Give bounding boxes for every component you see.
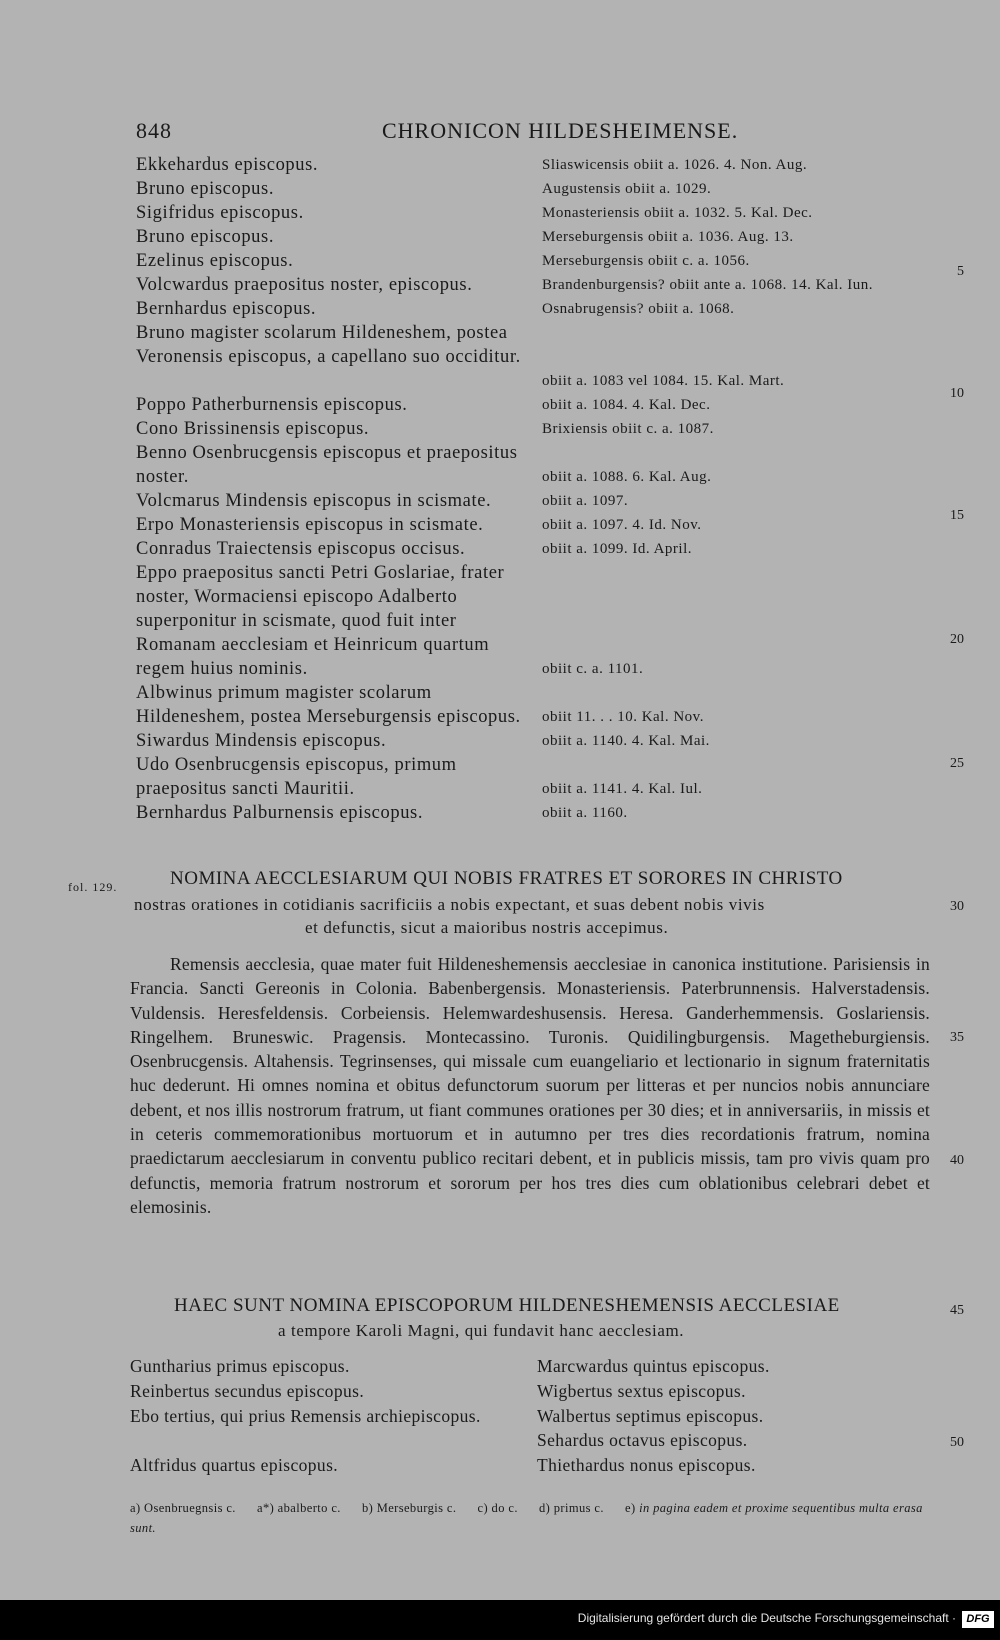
line-number: 25: [950, 756, 964, 771]
entry-note: Sliaswicensis obiit a. 1026. 4. Non. Aug.: [542, 157, 808, 173]
line-number: 50: [950, 1435, 964, 1450]
bishop-entry: Thiethardus nonus episcopus.: [537, 1455, 756, 1475]
section-subheading: a tempore Karoli Magni, qui fundavit hanc aecclesiam.: [278, 1321, 685, 1340]
section-heading: HAEC SUNT NOMINA EPISCOPORUM HILDENESHEMENSIS AECCLESIAE: [174, 1295, 840, 1316]
page-header: [136, 118, 996, 148]
entry-name: Bruno magister scolarum Hildeneshem, postea Veronensis episcopus, a capellano suo occiditur.: [136, 323, 521, 367]
entry-name: Erpo Monasteriensis episcopus in scismate.: [136, 515, 484, 535]
footnote: in pagina eadem et proxime sequentibus multa erasa sunt.: [130, 1501, 923, 1535]
entry-name: Sigifridus episcopus.: [136, 203, 304, 223]
entry-name: Udo Osenbrucgensis episcopus, primum praepositus sancti Mauritii.: [136, 755, 457, 799]
entry-note: obiit a. 1160.: [542, 805, 628, 821]
entry-name: Eppo praepositus sancti Petri Goslariae, frater noster, Wormaciensi episcopo Adalberto superponitur in scismate, quod fuit inter Romanam aecclesiam et Heinricum quartum regem huius nominis.: [136, 563, 505, 679]
bishop-entry: Wigbertus sextus episcopus.: [537, 1381, 746, 1401]
dfg-logo: DFG: [962, 1611, 994, 1628]
entry-name: Ezelinus episcopus.: [136, 251, 294, 271]
line-number: 20: [950, 632, 964, 647]
entry-note: obiit a. 1083 vel 1084. 15. Kal. Mart.: [542, 373, 785, 389]
entry-name: Bruno episcopus.: [136, 179, 275, 199]
churches-paragraph: [130, 952, 930, 1219]
entry-note: Merseburgensis obiit c. a. 1056.: [542, 253, 750, 269]
folio-margin-note: fol. 129.: [68, 880, 118, 894]
entry-name: Volcwardus praepositus noster, episcopus.: [136, 275, 473, 295]
line-number: 30: [950, 899, 964, 914]
entry-name: Bernhardus Palburnensis episcopus.: [136, 803, 424, 823]
section-subheading: et defunctis, sicut a maioribus nostris accepimus.: [305, 918, 669, 937]
entry-note: obiit a. 1099. Id. April.: [542, 541, 692, 557]
entry-name: Ekkehardus episcopus.: [136, 155, 319, 175]
footnotes: [130, 1498, 930, 1538]
entry-note: Osnabrugensis? obiit a. 1068.: [542, 301, 735, 317]
entry-name: Bernhardus episcopus.: [136, 299, 317, 319]
footnote: d) primus c.: [539, 1501, 604, 1515]
entry-name: Volcmarus Mindensis episcopus in scismate.: [136, 491, 492, 511]
entry-name: Siwardus Mindensis episcopus.: [136, 731, 387, 751]
bishop-entry: Sehardus octavus episcopus.: [537, 1430, 748, 1450]
entry-note: obiit a. 1140. 4. Kal. Mai.: [542, 733, 710, 749]
entry-note: Brixiensis obiit c. a. 1087.: [542, 421, 714, 437]
section-heading: NOMINA AECCLESIARUM QUI NOBIS FRATRES ET SORORES IN CHRISTO: [170, 868, 843, 889]
line-number: 40: [950, 1153, 964, 1168]
page-number: 848: [136, 118, 172, 143]
entry-note: obiit 11. . . 10. Kal. Nov.: [542, 709, 704, 725]
entry-name: Benno Osenbrucgensis episcopus et praepositus noster.: [136, 443, 518, 487]
entry-note: obiit a. 1097. 4. Id. Nov.: [542, 517, 702, 533]
entry-note: Monasteriensis obiit a. 1032. 5. Kal. Dec.: [542, 205, 813, 221]
section-subheading: nostras orationes in cotidianis sacrificiis a nobis expectant, et suas debent nobis vivis: [134, 895, 765, 914]
line-number: 45: [950, 1303, 964, 1318]
funding-credit: Digitalisierung gefördert durch die Deutsche Forschungsgemeinschaft ·: [577, 1611, 956, 1625]
running-title: CHRONICON HILDESHEIMENSE.: [382, 118, 739, 143]
bishop-entry: Marcwardus quintus episcopus.: [537, 1356, 770, 1376]
line-number: 15: [950, 508, 964, 523]
entry-note: obiit c. a. 1101.: [542, 661, 644, 677]
footnote: a) Osenbruegnsis c.: [130, 1501, 236, 1515]
entry-note: Brandenburgensis? obiit ante a. 1068. 14. Kal. Iun.: [542, 277, 873, 293]
footnote: c) do c.: [477, 1501, 518, 1515]
bishop-entry: Walbertus septimus episcopus.: [537, 1406, 764, 1426]
bishop-entry: Ebo tertius, qui prius Remensis archiepiscopus.: [130, 1406, 481, 1426]
footnote-mark: e): [625, 1501, 636, 1515]
entry-note: obiit a. 1141. 4. Kal. Iul.: [542, 781, 703, 797]
entry-note: obiit a. 1084. 4. Kal. Dec.: [542, 397, 711, 413]
entry-name: Cono Brissinensis episcopus.: [136, 419, 370, 439]
footnote: a*) abalberto c.: [257, 1501, 341, 1515]
entry-name: Poppo Patherburnensis episcopus.: [136, 395, 408, 415]
entry-name: Bruno episcopus.: [136, 227, 275, 247]
bishop-entry: Altfridus quartus episcopus.: [130, 1455, 339, 1475]
entry-note: obiit a. 1097.: [542, 493, 629, 509]
bishop-entry: Reinbertus secundus episcopus.: [130, 1381, 365, 1401]
paragraph-text: Remensis aecclesia, quae mater fuit Hildeneshemensis aecclesiae in canonica institutione. Parisiensis in Francia. Sancti Gereonis in Colonia. Babenbergensis. Monasteriensis. Paterbrunnensis. Halverstadensis. Vuldensis. Heresfeldensis. Corbeiensis. Helemwardeshusensis. Heresa. Ganderhemmensis. Goslariensis. Ringelhem. Bruneswic. Pragensis. Montecassino. Turonis. Quidilingburgensis. Magetheburgiensis. Osenbrucgensis. Altahensis. Tegrinsenses, qui missale cum euangeliario et lectionario in signum fraternitatis huc dederunt. Hi omnes nomina et obitus defunctorum suorum per litteras et per nuncios nobis annunciare debent, et nos illis nostrorum fratrum, ut fiant communes orationes per 30 dies; et in anniversariis, in missis et in ceteris commemorationibus mortuorum et in autumno per tres dies recordationis fratrum, nomina praedictarum aecclesiarum in conventu publico recitari debent, et in publicis missis, tam pro vivis quam pro defunctis, memoria fratrum nostrorum et sororum per hos tres dies cum oblationibus celebrari debet et elemosinis.: [130, 954, 930, 1217]
line-number: 5: [957, 264, 964, 279]
entry-note: Augustensis obiit a. 1029.: [542, 181, 712, 197]
entry-name: Albwinus primum magister scolarum Hildeneshem, postea Merseburgensis episcopus.: [136, 683, 521, 727]
entry-name: Conradus Traiectensis episcopus occisus.: [136, 539, 466, 559]
entry-note: obiit a. 1088. 6. Kal. Aug.: [542, 469, 712, 485]
entry-note: Merseburgensis obiit a. 1036. Aug. 13.: [542, 229, 794, 245]
bishop-entry: Guntharius primus episcopus.: [130, 1356, 350, 1376]
footer-strip: [0, 1600, 1000, 1640]
line-number: 10: [950, 386, 964, 401]
footnote: b) Merseburgis c.: [361, 1501, 457, 1515]
line-number: 35: [950, 1030, 964, 1045]
